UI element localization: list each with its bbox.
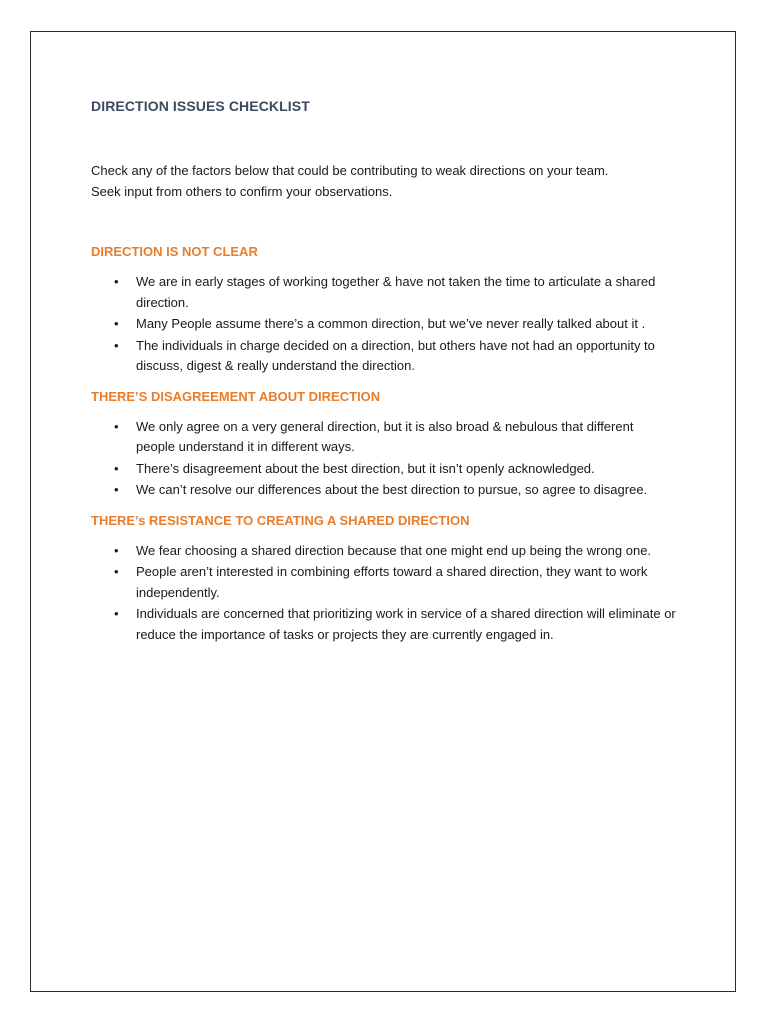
checklist (91, 417, 691, 501)
list-item-text: We fear choosing a shared direction because that one might end up being the wrong one. (136, 542, 652, 558)
bullet-icon: • (114, 542, 119, 558)
intro-line: Check any of the factors below that could be contributing to weak directions on your team. (91, 163, 609, 178)
bullet-icon: • (114, 606, 119, 621)
intro-paragraph (91, 160, 691, 202)
list-item-text: We are in early stages of working together & have not taken the time to articulate a shared direction. (136, 274, 656, 310)
document-content (91, 96, 691, 655)
section-heading: THERE’s RESISTANCE TO CREATING A SHARED DIRECTION (91, 512, 470, 528)
list-item (91, 562, 676, 603)
intro-line: Seek input from others to confirm your observations. (91, 184, 393, 199)
list-item-text: There’s disagreement about the best direction, but it isn’t openly acknowledged. (136, 460, 595, 476)
list-item (91, 459, 676, 480)
section-heading: DIRECTION IS NOT CLEAR (91, 244, 258, 259)
bullet-icon: • (114, 274, 119, 289)
list-item-text: We only agree on a very general direction, but it is also broad & nebulous that different people understand it in different ways. (136, 418, 634, 454)
section-resistance (91, 511, 691, 646)
list-item (91, 336, 676, 377)
document-title: DIRECTION ISSUES CHECKLIST (91, 98, 310, 114)
bullet-icon: • (114, 460, 119, 476)
list-item (91, 417, 676, 458)
checklist (91, 541, 691, 646)
list-item (91, 314, 676, 335)
bullet-icon: • (114, 418, 119, 434)
list-item (91, 604, 676, 645)
bullet-icon: • (114, 482, 119, 497)
list-item-text: Many People assume there’s a common direction, but we’ve never really talked about it . (136, 316, 646, 331)
list-item (91, 480, 676, 501)
list-item (91, 272, 676, 313)
section-direction-not-clear (91, 242, 691, 377)
bullet-icon: • (114, 337, 119, 353)
bullet-icon: • (114, 316, 119, 331)
section-heading: THERE’S DISAGREEMENT ABOUT DIRECTION (91, 388, 381, 404)
list-item (91, 541, 676, 562)
list-item-text: We can’t resolve our differences about the best direction to pursue, so agree to disagree. (136, 482, 648, 497)
section-disagreement (91, 387, 691, 501)
list-item-text: Individuals are concerned that prioritizing work in service of a shared direction will eliminate or reduce the importance of tasks or projects they are currently engaged in. (136, 606, 676, 642)
list-item-text: The individuals in charge decided on a direction, but others have not had an opportunity to discuss, digest & really understand the direction. (136, 337, 655, 373)
list-item-text: People aren’t interested in combining efforts toward a shared direction, they want to work independently. (136, 564, 648, 600)
bullet-icon: • (114, 564, 119, 579)
document-page (30, 31, 736, 992)
checklist (91, 272, 691, 377)
